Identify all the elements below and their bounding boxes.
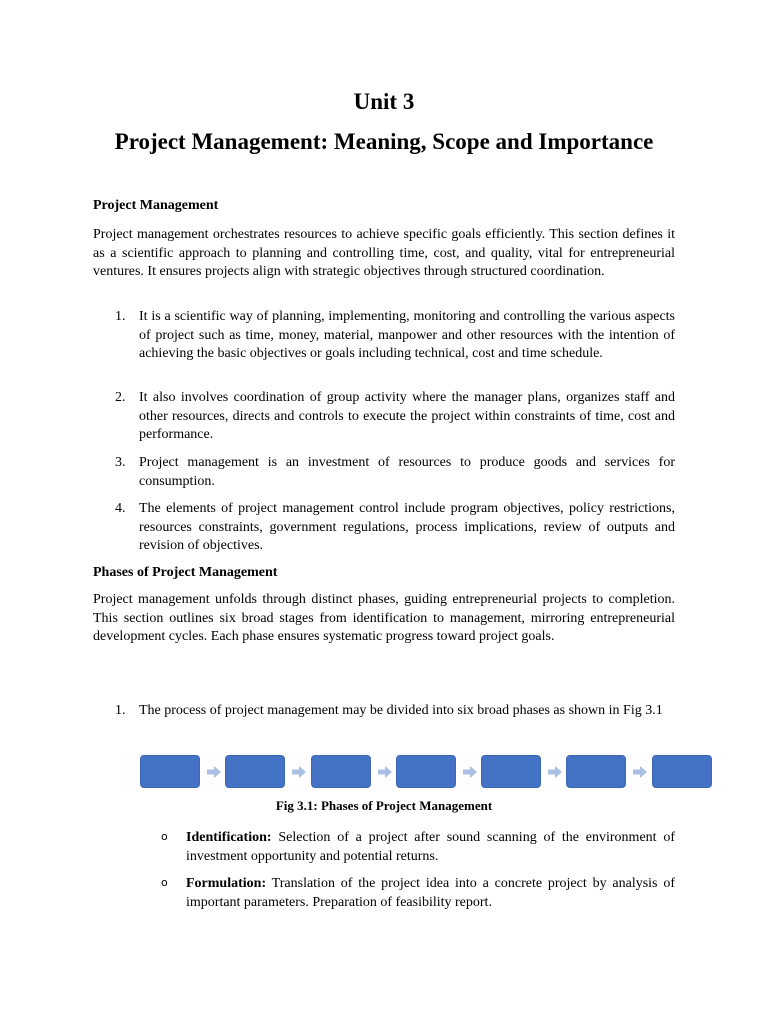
section-heading-phases: Phases of Project Management xyxy=(93,565,278,580)
phase-box xyxy=(652,755,712,788)
arrow-right-icon xyxy=(292,766,306,778)
list-item-text: The process of project management may be divided into six broad phases as shown in Fig 3.1 xyxy=(139,703,663,718)
arrow-right-icon xyxy=(378,766,392,778)
bullet-marker: o xyxy=(161,830,168,843)
phase-box xyxy=(311,755,371,788)
arrow-right-icon xyxy=(548,766,562,778)
arrow-right-icon xyxy=(463,766,477,778)
unit-number: Unit 3 xyxy=(353,89,415,114)
phase-box xyxy=(566,755,626,788)
list-item-text: The elements of project management control include program objectives, policy restrictions, resources constraints, government regulations, process implications, review of outputs and revision of objectives. xyxy=(139,501,675,553)
phase-box xyxy=(481,755,541,788)
section-heading-project-management: Project Management xyxy=(93,198,219,213)
phase-box xyxy=(140,755,200,788)
list-item-text: It is a scientific way of planning, implementing, monitoring and controlling the various aspects of project such as time, money, material, manpower and other resources with the intention of achieving the basic objectives or goals including technical, cost and time schedule. xyxy=(139,309,675,361)
phase-box xyxy=(225,755,285,788)
bullet-description: Selection of a project after sound scanning of the environment of investment opportunity and potential returns. xyxy=(186,830,675,864)
list-item-number: 3. xyxy=(115,455,126,470)
list-item-number: 2. xyxy=(115,390,126,405)
phase-box xyxy=(396,755,456,788)
page-title: Project Management: Meaning, Scope and Importance xyxy=(114,129,654,154)
bullet-marker: o xyxy=(161,876,168,889)
list-item-text: Project management is an investment of resources to produce goods and services for consumption. xyxy=(139,455,675,489)
section-intro-phases: Project management unfolds through distinct phases, guiding entrepreneurial projects to completion. This section outlines six broad stages from identification to management, mirroring entrepreneurial development cycles. Each phase ensures systematic progress toward project goals. xyxy=(93,592,675,644)
figure-caption: Fig 3.1: Phases of Project Management xyxy=(275,798,493,813)
bullet-term: Formulation: xyxy=(186,876,267,891)
arrow-right-icon xyxy=(207,766,221,778)
section-intro-project-management: Project management orchestrates resources to achieve specific goals efficiently. This section defines it as a scientific approach to planning and controlling time, cost, and quality, vital for entrepreneurial ventures. It ensures projects align with strategic objectives through structured coordination. xyxy=(93,227,675,279)
list-item-number: 1. xyxy=(115,703,126,718)
list-item-number: 4. xyxy=(115,501,126,516)
list-item-text: It also involves coordination of group activity where the manager plans, organizes staff and other resources, directs and controls to execute the project within constraints of time, cost and performance. xyxy=(139,390,675,442)
arrow-right-icon xyxy=(633,766,647,778)
bullet-text xyxy=(186,829,675,866)
bullet-description: Translation of the project idea into a concrete project by analysis of important parameters. Preparation of feasibility report. xyxy=(186,876,675,910)
bullet-text xyxy=(186,875,675,912)
list-item-number: 1. xyxy=(115,309,126,324)
bullet-term: Identification: xyxy=(186,830,272,845)
phases-flow-diagram xyxy=(140,755,712,789)
